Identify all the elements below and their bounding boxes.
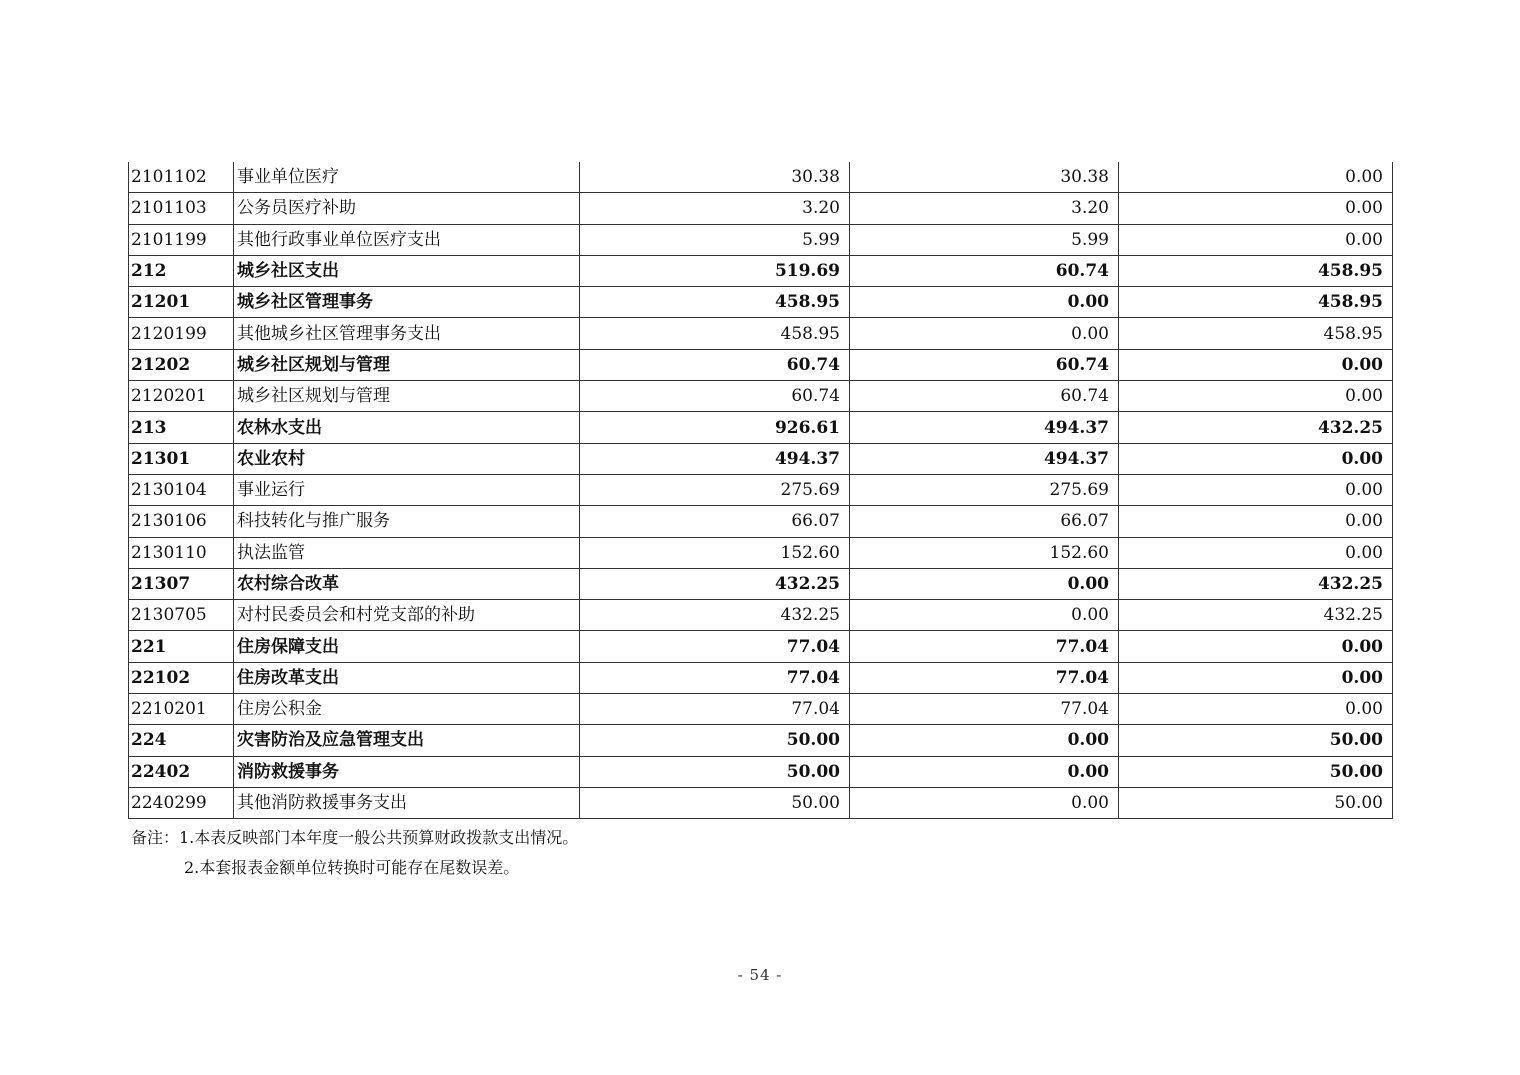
- table-row: [129, 412, 1393, 443]
- account-code-cell: 22102: [129, 662, 234, 693]
- project-expenditure-cell: 0.00: [1119, 349, 1393, 380]
- account-code-cell: 212: [129, 255, 234, 286]
- account-name-cell: 城乡社区规划与管理: [234, 381, 580, 412]
- account-code-cell: 21201: [129, 287, 234, 318]
- total-amount-cell: 77.04: [580, 662, 850, 693]
- account-code-cell: 2101199: [129, 224, 234, 255]
- table-row: [129, 568, 1393, 599]
- total-amount-cell: 458.95: [580, 318, 850, 349]
- basic-expenditure-cell: 77.04: [850, 694, 1119, 725]
- table-row: [129, 318, 1393, 349]
- table-row: [129, 162, 1393, 193]
- table-body: [129, 162, 1393, 819]
- account-code-cell: 2120201: [129, 381, 234, 412]
- total-amount-cell: 494.37: [580, 443, 850, 474]
- total-amount-cell: 50.00: [580, 787, 850, 818]
- table-row: [129, 600, 1393, 631]
- project-expenditure-cell: 0.00: [1119, 506, 1393, 537]
- account-name-cell: 城乡社区规划与管理: [234, 349, 580, 380]
- total-amount-cell: 30.38: [580, 162, 850, 193]
- total-amount-cell: 60.74: [580, 349, 850, 380]
- basic-expenditure-cell: 66.07: [850, 506, 1119, 537]
- basic-expenditure-cell: 152.60: [850, 537, 1119, 568]
- account-name-cell: 科技转化与推广服务: [234, 506, 580, 537]
- total-amount-cell: 432.25: [580, 600, 850, 631]
- account-code-cell: 213: [129, 412, 234, 443]
- project-expenditure-cell: 0.00: [1119, 381, 1393, 412]
- table-row: [129, 255, 1393, 286]
- table-row: [129, 349, 1393, 380]
- account-name-cell: 其他城乡社区管理事务支出: [234, 318, 580, 349]
- table-row: [129, 443, 1393, 474]
- account-name-cell: 对村民委员会和村党支部的补助: [234, 600, 580, 631]
- account-code-cell: 221: [129, 631, 234, 662]
- total-amount-cell: 926.61: [580, 412, 850, 443]
- project-expenditure-cell: 0.00: [1119, 162, 1393, 193]
- table-row: [129, 506, 1393, 537]
- basic-expenditure-cell: 60.74: [850, 381, 1119, 412]
- basic-expenditure-cell: 494.37: [850, 412, 1119, 443]
- page-number: - 54 -: [737, 966, 783, 984]
- project-expenditure-cell: 432.25: [1119, 600, 1393, 631]
- account-name-cell: 执法监管: [234, 537, 580, 568]
- account-code-cell: 22402: [129, 756, 234, 787]
- basic-expenditure-cell: 60.74: [850, 255, 1119, 286]
- basic-expenditure-cell: 3.20: [850, 193, 1119, 224]
- project-expenditure-cell: 0.00: [1119, 537, 1393, 568]
- table-row: [129, 537, 1393, 568]
- note-line-2: 2.本套报表金额单位转换时可能存在尾数误差。: [184, 858, 520, 877]
- account-code-cell: 2130705: [129, 600, 234, 631]
- account-name-cell: 住房公积金: [234, 694, 580, 725]
- project-expenditure-cell: 0.00: [1119, 443, 1393, 474]
- table-row: [129, 756, 1393, 787]
- account-name-cell: 灾害防治及应急管理支出: [234, 725, 580, 756]
- total-amount-cell: 458.95: [580, 287, 850, 318]
- total-amount-cell: 77.04: [580, 694, 850, 725]
- table-row: [129, 631, 1393, 662]
- total-amount-cell: 60.74: [580, 381, 850, 412]
- account-code-cell: 21301: [129, 443, 234, 474]
- project-expenditure-cell: 432.25: [1119, 568, 1393, 599]
- basic-expenditure-cell: 60.74: [850, 349, 1119, 380]
- account-name-cell: 事业运行: [234, 474, 580, 505]
- basic-expenditure-cell: 275.69: [850, 474, 1119, 505]
- account-name-cell: 城乡社区支出: [234, 255, 580, 286]
- total-amount-cell: 3.20: [580, 193, 850, 224]
- total-amount-cell: 66.07: [580, 506, 850, 537]
- project-expenditure-cell: 458.95: [1119, 255, 1393, 286]
- table-row: [129, 725, 1393, 756]
- project-expenditure-cell: 50.00: [1119, 756, 1393, 787]
- project-expenditure-cell: 432.25: [1119, 412, 1393, 443]
- account-name-cell: 住房改革支出: [234, 662, 580, 693]
- basic-expenditure-cell: 30.38: [850, 162, 1119, 193]
- expenditure-table: [128, 162, 1393, 819]
- account-code-cell: 2101102: [129, 162, 234, 193]
- basic-expenditure-cell: 0.00: [850, 787, 1119, 818]
- project-expenditure-cell: 458.95: [1119, 287, 1393, 318]
- total-amount-cell: 275.69: [580, 474, 850, 505]
- table-row: [129, 694, 1393, 725]
- basic-expenditure-cell: 0.00: [850, 756, 1119, 787]
- total-amount-cell: 5.99: [580, 224, 850, 255]
- account-code-cell: 21202: [129, 349, 234, 380]
- table-row: [129, 381, 1393, 412]
- project-expenditure-cell: 0.00: [1119, 662, 1393, 693]
- table-row: [129, 224, 1393, 255]
- account-name-cell: 事业单位医疗: [234, 162, 580, 193]
- basic-expenditure-cell: 494.37: [850, 443, 1119, 474]
- total-amount-cell: 50.00: [580, 756, 850, 787]
- account-name-cell: 消防救援事务: [234, 756, 580, 787]
- project-expenditure-cell: 0.00: [1119, 631, 1393, 662]
- note-line-1: 备注：1.本表反映部门本年度一般公共预算财政拨款支出情况。: [131, 828, 579, 847]
- project-expenditure-cell: 0.00: [1119, 694, 1393, 725]
- account-code-cell: 2130106: [129, 506, 234, 537]
- table-row: [129, 287, 1393, 318]
- basic-expenditure-cell: 5.99: [850, 224, 1119, 255]
- total-amount-cell: 77.04: [580, 631, 850, 662]
- project-expenditure-cell: 458.95: [1119, 318, 1393, 349]
- basic-expenditure-cell: 0.00: [850, 287, 1119, 318]
- total-amount-cell: 519.69: [580, 255, 850, 286]
- account-name-cell: 农林水支出: [234, 412, 580, 443]
- account-code-cell: 224: [129, 725, 234, 756]
- account-code-cell: 2120199: [129, 318, 234, 349]
- account-code-cell: 21307: [129, 568, 234, 599]
- total-amount-cell: 432.25: [580, 568, 850, 599]
- project-expenditure-cell: 50.00: [1119, 787, 1393, 818]
- basic-expenditure-cell: 0.00: [850, 318, 1119, 349]
- total-amount-cell: 152.60: [580, 537, 850, 568]
- account-name-cell: 城乡社区管理事务: [234, 287, 580, 318]
- table-row: [129, 787, 1393, 818]
- basic-expenditure-cell: 0.00: [850, 725, 1119, 756]
- account-name-cell: 其他消防救援事务支出: [234, 787, 580, 818]
- account-name-cell: 农村综合改革: [234, 568, 580, 599]
- account-name-cell: 公务员医疗补助: [234, 193, 580, 224]
- account-code-cell: 2210201: [129, 694, 234, 725]
- total-amount-cell: 50.00: [580, 725, 850, 756]
- account-code-cell: 2240299: [129, 787, 234, 818]
- table-row: [129, 662, 1393, 693]
- account-name-cell: 其他行政事业单位医疗支出: [234, 224, 580, 255]
- basic-expenditure-cell: 0.00: [850, 568, 1119, 599]
- account-name-cell: 农业农村: [234, 443, 580, 474]
- table-row: [129, 474, 1393, 505]
- basic-expenditure-cell: 77.04: [850, 631, 1119, 662]
- basic-expenditure-cell: 0.00: [850, 600, 1119, 631]
- basic-expenditure-cell: 77.04: [850, 662, 1119, 693]
- account-code-cell: 2130110: [129, 537, 234, 568]
- project-expenditure-cell: 0.00: [1119, 474, 1393, 505]
- account-code-cell: 2101103: [129, 193, 234, 224]
- account-code-cell: 2130104: [129, 474, 234, 505]
- project-expenditure-cell: 0.00: [1119, 224, 1393, 255]
- account-name-cell: 住房保障支出: [234, 631, 580, 662]
- project-expenditure-cell: 0.00: [1119, 193, 1393, 224]
- table-row: [129, 193, 1393, 224]
- project-expenditure-cell: 50.00: [1119, 725, 1393, 756]
